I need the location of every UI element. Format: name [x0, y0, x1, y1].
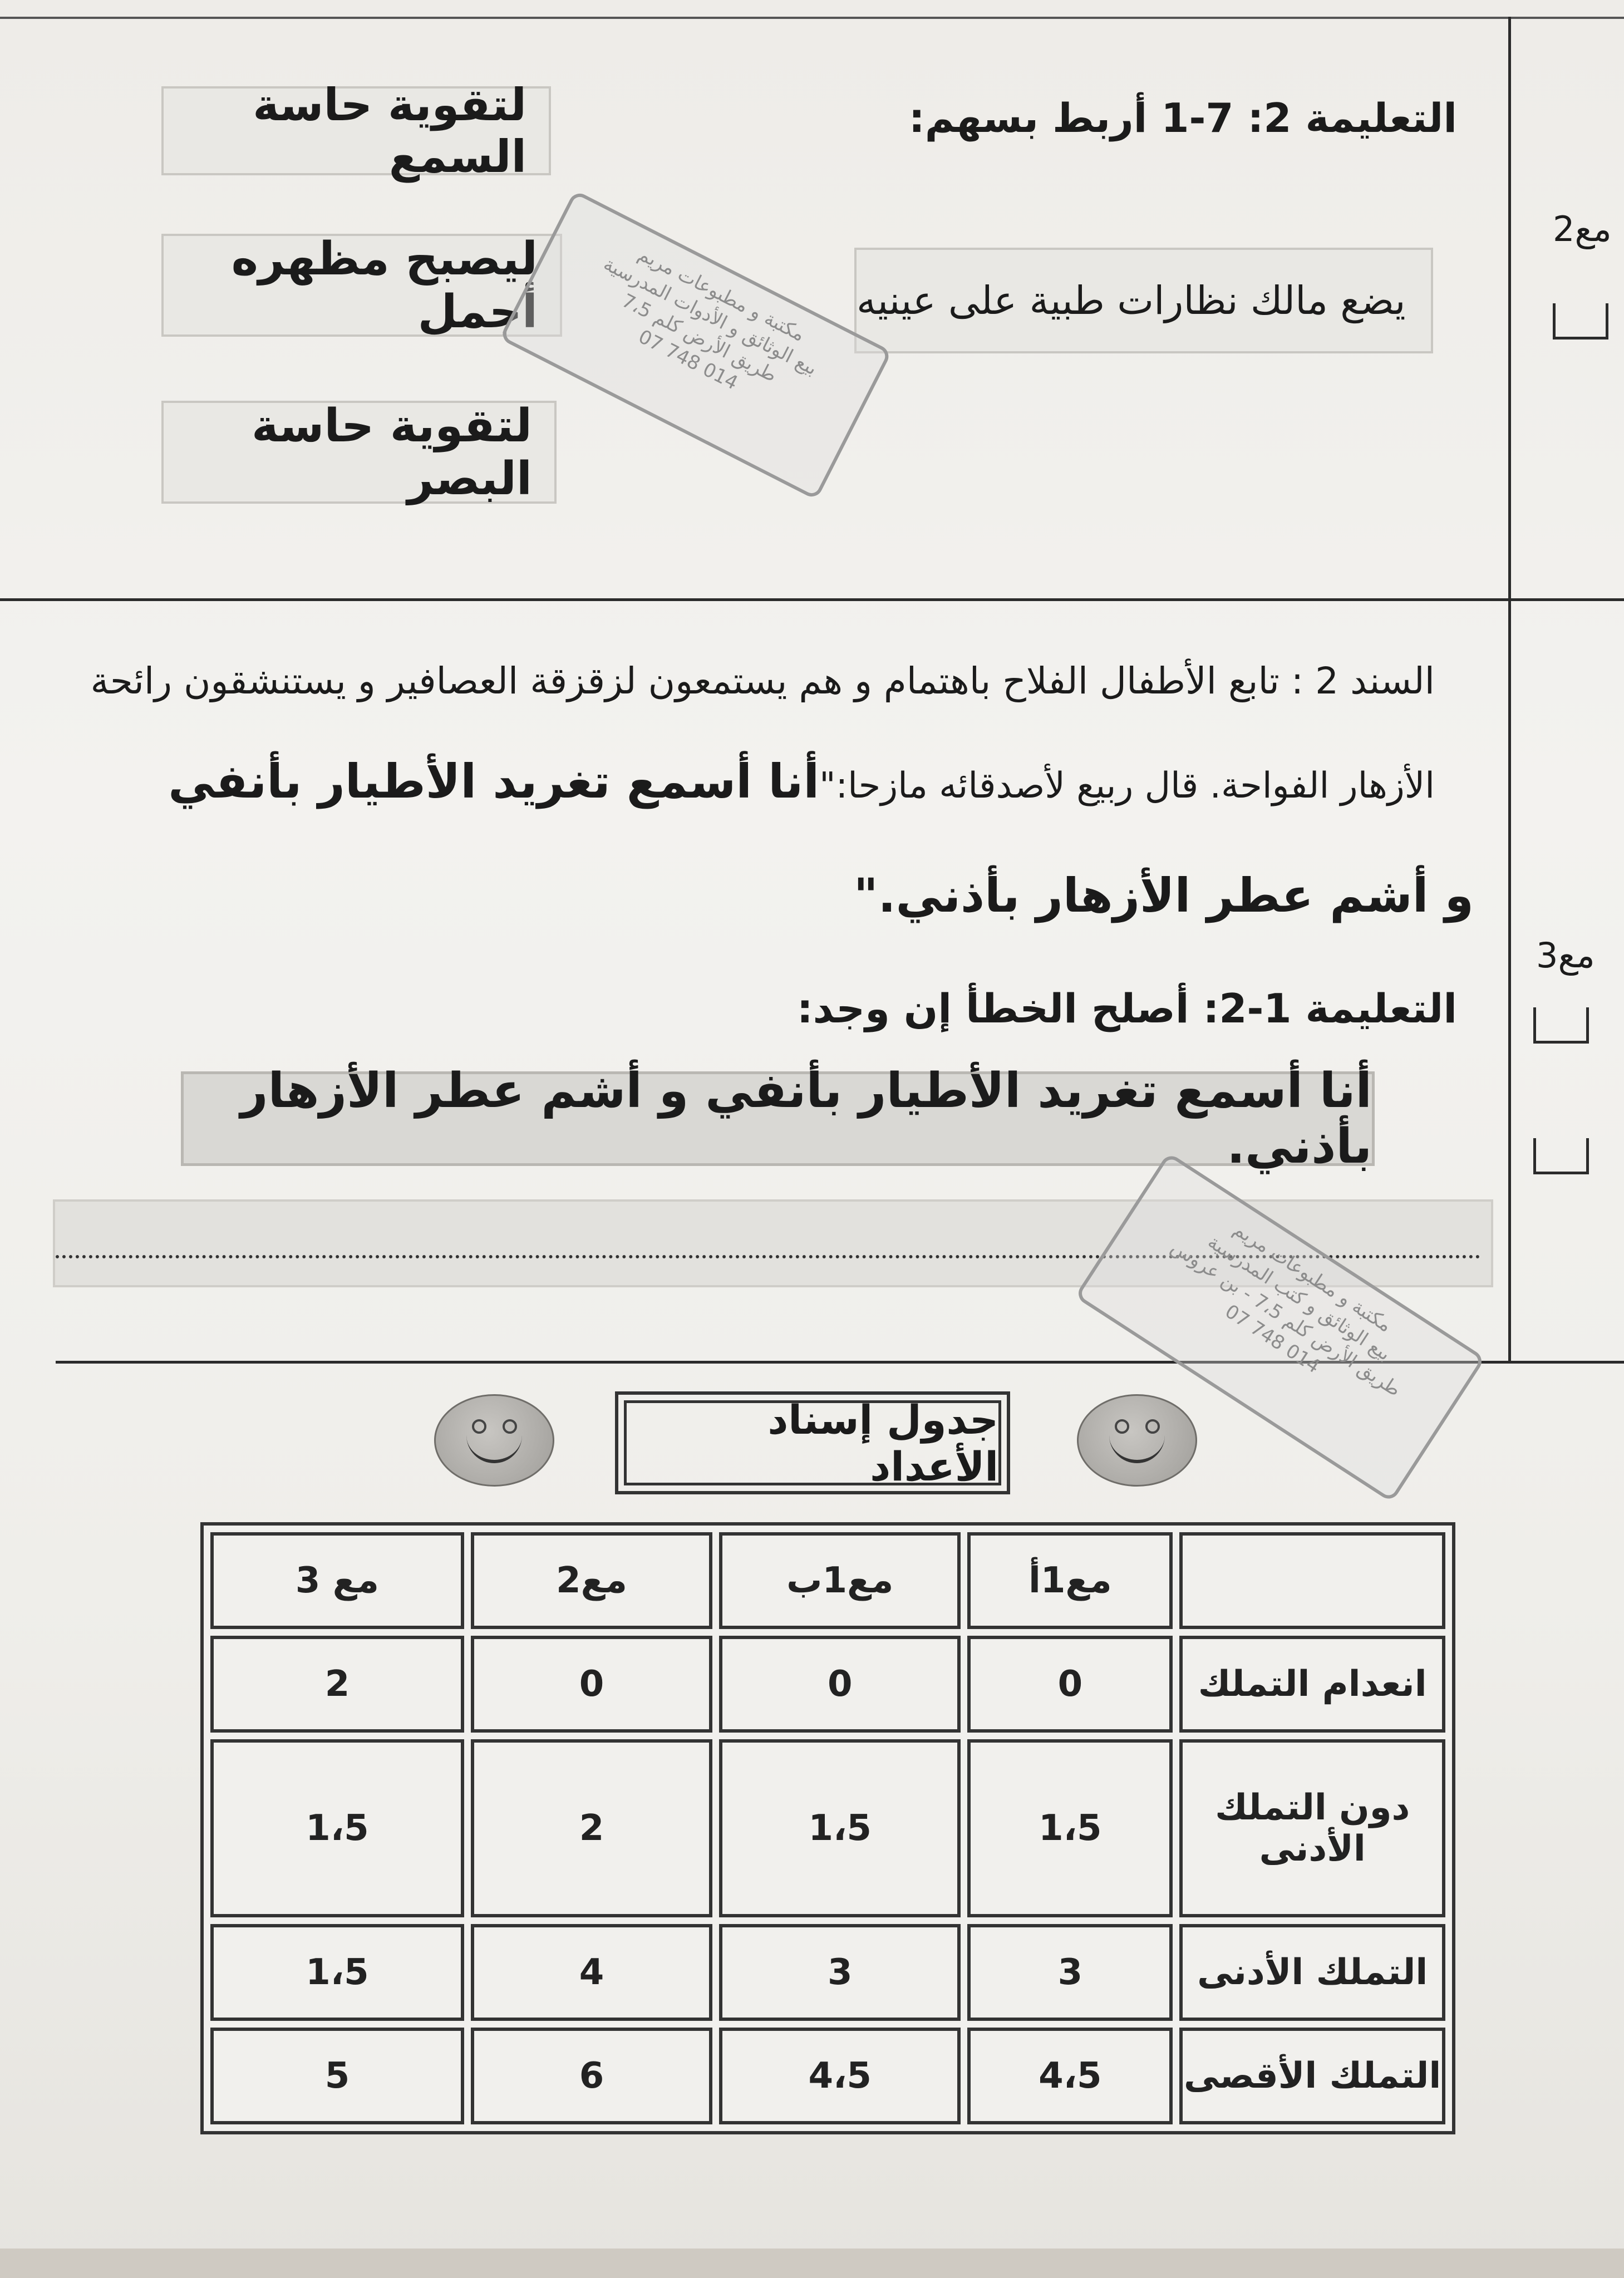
header-cell-m3: مع 3 [210, 1532, 464, 1629]
top-instruction: التعليمة 2: 7-1 أربط بسهم: [908, 95, 1457, 141]
margin-column-line [1508, 17, 1511, 1364]
score-box-3b[interactable] [1533, 1138, 1589, 1174]
option-box-hearing[interactable] [161, 79, 551, 183]
stamp-bottom: مكتبة و مطبوعات مريم بيع الوثائق و كتب المدرسية طريق الأرض كلم 7،5 - بن عروس 07 748 014 [1074, 1152, 1485, 1503]
row-label: التملك الأدنى [1179, 1924, 1445, 2021]
grading-table [200, 1522, 1455, 2134]
table-cell: 1،5 [210, 1739, 464, 1917]
sanad-line-2 [71, 754, 1435, 809]
table-row [210, 1739, 1445, 1917]
section-divider-1 [0, 598, 1624, 601]
table-cell: 3 [967, 1924, 1173, 2021]
row-label: انعدام التملك [1179, 1636, 1445, 1733]
table-cell: 2 [471, 1739, 712, 1917]
margin-label-2: مع2 [1553, 209, 1612, 249]
header-cell-m1a: مع1أ [967, 1532, 1173, 1629]
header-cell-m2: مع2 [471, 1532, 712, 1629]
page-bottom-edge [0, 2249, 1624, 2278]
table-row [210, 1924, 1445, 2021]
sentence-box[interactable] [854, 248, 1433, 353]
row-label: التملك الأقصى [1179, 2028, 1445, 2124]
header-cell-empty [1179, 1532, 1445, 1629]
table-header-row [210, 1532, 1445, 1629]
table-cell: 0 [719, 1636, 961, 1733]
grading-title-inner [624, 1396, 1001, 1490]
margin-label-3: مع3 [1536, 935, 1595, 976]
table-row [210, 2028, 1445, 2124]
table-cell: 4،5 [719, 2028, 961, 2124]
table-row [210, 1636, 1445, 1733]
smiley-left-icon [434, 1394, 554, 1487]
grading-title: جدول إسناد الأعداد [767, 1396, 998, 1490]
table-cell: 1،5 [719, 1739, 961, 1917]
option-hearing-label: لتقوية حاسة السمع [253, 79, 526, 183]
grading-title-box [615, 1391, 1010, 1494]
option-sight-label: لتقوية حاسة البصر [251, 399, 532, 505]
smiley-right-icon [1077, 1394, 1197, 1487]
sanad-line-3: و أشم عطر الأزهار بأذني." [853, 868, 1474, 923]
option-box-appearance[interactable] [161, 234, 562, 337]
error-sentence-label: أنا أسمع تغريد الأطيار بأنفي و أشم عطر الأزهار بأذني. [240, 1063, 1372, 1174]
middle-instruction: التعليمة 1-2: أصلح الخطأ إن وجد: [796, 985, 1457, 1032]
table-cell: 2 [210, 1636, 464, 1733]
score-box-2[interactable] [1553, 303, 1608, 340]
row-label: دون التملك الأدنى [1179, 1739, 1445, 1917]
sentence-label: يضع مالك نظارات طبية على عينيه [857, 278, 1406, 323]
sanad-quote-part-1: أنا أسمع تغريد الأطيار بأنفي [168, 754, 820, 809]
table-cell: 4 [471, 1924, 712, 2021]
table-cell: 3 [719, 1924, 961, 2021]
table-cell: 1،5 [967, 1739, 1173, 1917]
table-cell: 0 [967, 1636, 1173, 1733]
stamp-top: مكتبة و مطبوعات مريم بيع الوثائق و الأدوات المدرسية طريق الأرض كلم 7،5 07 748 014 [499, 190, 892, 500]
sanad-line-2-start: الأزهار الفواحة. قال ربيع لأصدقائه مازحا:" [819, 765, 1435, 806]
option-appearance-label: ليصبح مظهره أجمل [231, 232, 538, 338]
table-cell: 6 [471, 2028, 712, 2124]
top-border-line [0, 17, 1624, 19]
header-cell-m1b: مع1ب [719, 1532, 961, 1629]
sanad-line-1: السند 2 : تابع الأطفال الفلاح باهتمام و هم يستمعون لزقزقة العصافير و يستنشقون رائحة [90, 660, 1435, 702]
table-cell: 4،5 [967, 2028, 1173, 2124]
table-cell: 1،5 [210, 1924, 464, 2021]
table-cell: 5 [210, 2028, 464, 2124]
score-box-3a[interactable] [1533, 1007, 1589, 1044]
error-sentence-box [181, 1063, 1375, 1174]
table-cell: 0 [471, 1636, 712, 1733]
option-box-sight[interactable] [161, 401, 557, 504]
